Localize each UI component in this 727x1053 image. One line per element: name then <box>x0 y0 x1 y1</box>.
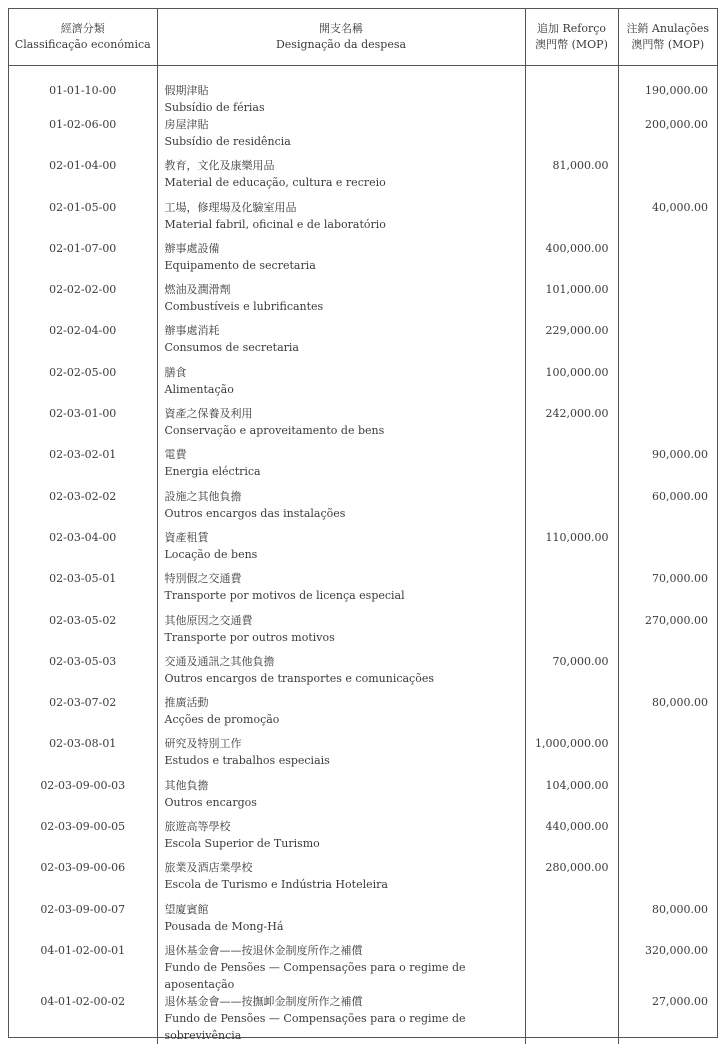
table-row <box>9 281 717 322</box>
table-row <box>9 653 717 694</box>
row-anulacao: 70,000.00 <box>652 572 708 586</box>
row-code: 02-03-09-00-07 <box>9 901 157 942</box>
table-row <box>9 157 717 198</box>
row-code: 02-03-07-02 <box>9 694 157 735</box>
row-reforco: 70,000.00 <box>525 653 618 694</box>
row-anulacao <box>618 653 717 694</box>
row-designation <box>157 859 525 900</box>
table-row <box>9 859 717 900</box>
row-reforco <box>525 570 618 611</box>
row-code: 02-03-05-01 <box>9 570 157 611</box>
row-code: 04-01-02-00-01 <box>9 942 157 993</box>
row-anulacao <box>618 777 717 818</box>
row-designation-pt: Transporte por motivos de licença especial <box>164 589 405 603</box>
header-anulacao-line1: 注銷 Anulações <box>626 22 710 35</box>
table-row <box>9 901 717 942</box>
table-row <box>9 993 717 1044</box>
row-designation-zh: 工場，修理場及化驗室用品 <box>164 200 297 214</box>
row-reforco <box>525 488 618 529</box>
row-designation <box>157 529 525 570</box>
row-anulacao <box>618 322 717 363</box>
row-designation-pt: Equipamento de secretaria <box>164 258 316 272</box>
table-row <box>9 116 717 157</box>
row-code: 01-01-10-00 <box>9 66 157 117</box>
row-reforco: 242,000.00 <box>525 405 618 446</box>
row-designation <box>157 322 525 363</box>
row-reforco <box>525 993 618 1044</box>
row-designation-pt: Conservação e aproveitamento de bens <box>164 424 385 438</box>
row-reforco: 440,000.00 <box>525 818 618 859</box>
row-anulacao <box>618 859 717 900</box>
row-designation <box>157 488 525 529</box>
row-anulacao: 90,000.00 <box>652 448 708 462</box>
row-code: 02-01-05-00 <box>9 199 157 240</box>
row-designation-zh: 推廣活動 <box>164 696 209 710</box>
row-designation <box>157 570 525 611</box>
row-designation-zh: 電費 <box>164 448 187 462</box>
row-anulacao <box>618 157 717 198</box>
row-designation-pt: Outros encargos de transportes e comunicações <box>164 671 434 685</box>
row-designation <box>157 364 525 405</box>
table-row <box>9 446 717 487</box>
header-reforco-line1: 追加 Reforço <box>536 22 607 35</box>
row-code: 02-03-02-02 <box>9 488 157 529</box>
row-designation <box>157 777 525 818</box>
table-row <box>9 199 717 240</box>
header-designation-zh: 開支名稱 <box>319 22 363 35</box>
row-code: 02-02-05-00 <box>9 364 157 405</box>
header-anulacao <box>618 9 717 66</box>
row-reforco <box>525 901 618 942</box>
row-code: 02-01-04-00 <box>9 157 157 198</box>
table-row <box>9 942 717 993</box>
row-designation-zh: 旅業及酒店業學校 <box>164 861 253 875</box>
row-designation-pt: Combustíveis e lubrificantes <box>164 300 324 314</box>
row-designation-pt: Subsídio de férias <box>164 101 265 114</box>
row-anulacao <box>618 240 717 281</box>
row-designation-zh: 設施之其他負擔 <box>164 489 242 503</box>
row-designation-pt: Subsídio de residência <box>164 135 291 148</box>
row-designation-pt: Fundo de Pensões — Compensações para o regime de sobrevivência <box>164 1011 466 1042</box>
row-code: 02-03-09-00-03 <box>9 777 157 818</box>
row-reforco: 1,000,000.00 <box>525 735 618 776</box>
row-designation <box>157 116 525 157</box>
row-designation-zh: 資產之保養及利用 <box>164 407 253 421</box>
row-reforco: 81,000.00 <box>525 157 618 198</box>
row-designation-zh: 辦事處設備 <box>164 241 220 255</box>
row-designation <box>157 818 525 859</box>
row-anulacao: 80,000.00 <box>652 696 708 710</box>
header-reforco <box>525 9 618 66</box>
row-designation-zh: 資產租賃 <box>164 530 209 544</box>
header-anulacao-line2: 澳門幣 (MOP) <box>631 38 705 51</box>
row-designation <box>157 993 525 1044</box>
row-designation-zh: 望廈賓館 <box>164 902 209 916</box>
row-designation <box>157 405 525 446</box>
row-reforco <box>525 942 618 993</box>
row-designation-zh: 退休基金會——按撫卹金制度所作之補償 <box>164 994 363 1008</box>
row-reforco <box>525 199 618 240</box>
header-designation <box>157 9 525 66</box>
row-reforco <box>525 612 618 653</box>
row-code: 02-03-05-02 <box>9 612 157 653</box>
row-designation-zh: 教育，文化及康樂用品 <box>164 159 275 173</box>
row-designation-pt: Escola Superior de Turismo <box>164 837 320 851</box>
row-code: 02-03-04-00 <box>9 529 157 570</box>
row-anulacao: 27,000.00 <box>652 994 708 1008</box>
row-designation <box>157 199 525 240</box>
row-designation-zh: 房屋津貼 <box>164 118 209 131</box>
budget-table <box>9 9 717 1044</box>
row-code: 01-02-06-00 <box>9 116 157 157</box>
row-designation <box>157 157 525 198</box>
row-code: 02-01-07-00 <box>9 240 157 281</box>
header-classification-zh: 經濟分類 <box>60 22 105 35</box>
row-designation-zh: 交通及通訊之其他負擔 <box>164 654 275 668</box>
table-row <box>9 777 717 818</box>
row-anulacao: 200,000.00 <box>645 118 708 131</box>
row-designation-pt: Locação de bens <box>164 547 258 561</box>
row-anulacao: 190,000.00 <box>645 84 708 97</box>
row-designation-zh: 退休基金會——按退休金制度所作之補償 <box>164 943 363 957</box>
row-code: 02-02-04-00 <box>9 322 157 363</box>
row-code: 02-03-09-00-06 <box>9 859 157 900</box>
row-anulacao <box>618 818 717 859</box>
row-designation-pt: Material de educação, cultura e recreio <box>164 176 386 190</box>
row-designation <box>157 446 525 487</box>
header-classification-pt: Classificação económica <box>14 38 151 51</box>
row-code: 04-01-02-00-02 <box>9 993 157 1044</box>
row-reforco: 229,000.00 <box>525 322 618 363</box>
table-body <box>9 66 717 1044</box>
row-anulacao <box>618 529 717 570</box>
header-reforco-line2: 澳門幣 (MOP) <box>535 38 608 51</box>
row-code: 02-02-02-00 <box>9 281 157 322</box>
header-designation-pt: Designação da despesa <box>275 38 407 51</box>
table-header <box>9 9 717 66</box>
row-designation-pt: Estudos e trabalhos especiais <box>164 754 330 768</box>
row-code: 02-03-05-03 <box>9 653 157 694</box>
row-code: 02-03-01-00 <box>9 405 157 446</box>
row-reforco <box>525 66 618 117</box>
row-designation-pt: Consumos de secretaria <box>164 341 299 355</box>
table-row <box>9 322 717 363</box>
row-reforco <box>525 446 618 487</box>
header-classification <box>9 9 157 66</box>
table-row <box>9 694 717 735</box>
row-designation <box>157 694 525 735</box>
row-reforco: 110,000.00 <box>525 529 618 570</box>
row-anulacao <box>618 281 717 322</box>
row-designation-pt: Material fabril, oficinal e de laboratório <box>164 217 386 231</box>
row-anulacao <box>618 735 717 776</box>
row-anulacao: 40,000.00 <box>652 200 708 214</box>
table-row <box>9 240 717 281</box>
row-anulacao <box>618 364 717 405</box>
row-designation-zh: 旅遊高等學校 <box>164 820 231 834</box>
row-designation-zh: 假期津貼 <box>164 84 209 97</box>
row-designation <box>157 901 525 942</box>
row-designation-pt: Energia eléctrica <box>164 465 261 479</box>
row-designation-zh: 特別假之交通費 <box>164 572 242 586</box>
table-row <box>9 364 717 405</box>
row-designation-pt: Outros encargos das instalações <box>164 506 346 520</box>
row-designation <box>157 66 525 117</box>
row-designation <box>157 942 525 993</box>
row-designation-pt: Outros encargos <box>164 795 257 809</box>
row-designation-pt: Fundo de Pensões — Compensações para o regime de aposentação <box>164 960 466 991</box>
row-designation-pt: Acções de promoção <box>164 713 280 727</box>
row-anulacao <box>618 405 717 446</box>
row-designation-zh: 研究及特別工作 <box>164 737 242 751</box>
table-row <box>9 612 717 653</box>
row-designation-pt: Escola de Turismo e Indústria Hoteleira <box>164 878 388 892</box>
row-designation <box>157 612 525 653</box>
row-designation-zh: 其他原因之交通費 <box>164 613 253 627</box>
row-reforco: 400,000.00 <box>525 240 618 281</box>
table-row <box>9 818 717 859</box>
table-row <box>9 405 717 446</box>
row-designation <box>157 281 525 322</box>
table-row <box>9 735 717 776</box>
row-designation-zh: 燃油及潤滑劑 <box>164 283 231 297</box>
row-designation-zh: 其他負擔 <box>164 778 209 792</box>
row-anulacao: 320,000.00 <box>645 943 708 957</box>
row-code: 02-03-09-00-05 <box>9 818 157 859</box>
row-reforco <box>525 694 618 735</box>
row-designation <box>157 240 525 281</box>
row-designation-zh: 膳食 <box>164 365 187 379</box>
table-row <box>9 488 717 529</box>
row-designation-pt: Alimentação <box>164 382 234 396</box>
row-reforco: 280,000.00 <box>525 859 618 900</box>
budget-table-frame <box>8 8 718 1042</box>
row-reforco: 104,000.00 <box>525 777 618 818</box>
table-row <box>9 529 717 570</box>
row-anulacao: 60,000.00 <box>652 489 708 503</box>
row-designation-pt: Pousada de Mong-Há <box>164 919 284 933</box>
row-anulacao: 80,000.00 <box>652 902 708 916</box>
row-reforco: 101,000.00 <box>525 281 618 322</box>
row-designation <box>157 653 525 694</box>
row-code: 02-03-02-01 <box>9 446 157 487</box>
row-reforco: 100,000.00 <box>525 364 618 405</box>
row-designation <box>157 735 525 776</box>
row-code: 02-03-08-01 <box>9 735 157 776</box>
row-anulacao: 270,000.00 <box>645 613 708 627</box>
row-reforco <box>525 116 618 157</box>
row-designation-pt: Transporte por outros motivos <box>164 630 335 644</box>
row-designation-zh: 辦事處消耗 <box>164 324 220 338</box>
table-row <box>9 570 717 611</box>
table-row <box>9 66 717 117</box>
